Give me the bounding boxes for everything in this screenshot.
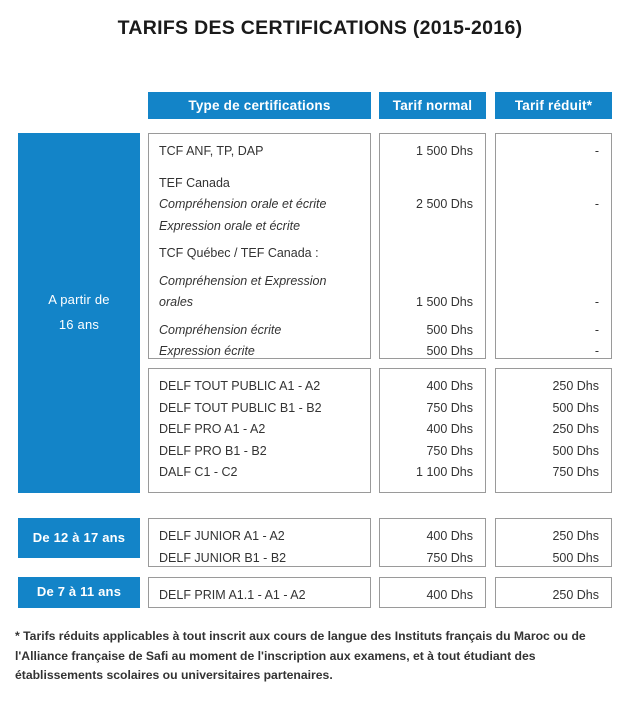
list-item: - [594, 144, 599, 158]
group3-tarif-reduit-cell [495, 518, 612, 567]
group2-types-list [149, 369, 370, 484]
group2-types-cell [148, 368, 371, 493]
group1-tarif-reduit-list [496, 134, 611, 363]
group1-tarif-reduit-cell [495, 133, 612, 359]
table-row: DELF PRIM A1.1 - A1 - A2 [159, 588, 306, 602]
table-row: DELF TOUT PUBLIC B1 - B2 [159, 400, 322, 415]
list-item: - [594, 322, 599, 337]
group3-tarif-normal-list [380, 519, 485, 569]
page-title: TARIFS DES CERTIFICATIONS (2015-2016) [117, 17, 523, 39]
table-row: 250 Dhs [552, 588, 599, 602]
table-row: DELF PRO B1 - B2 [159, 443, 267, 458]
list-item: Compréhension écrite [159, 322, 282, 337]
group4-tarif-normal-list [380, 578, 485, 607]
list-item: 500 Dhs [426, 344, 473, 358]
group4-types-list [149, 578, 370, 607]
table-row: DALF C1 - C2 [159, 465, 238, 479]
table-row: 750 Dhs [426, 443, 473, 458]
table-row: 500 Dhs [552, 443, 599, 458]
list-item: - [594, 295, 599, 309]
table-row: 400 Dhs [426, 422, 473, 436]
age-group-line-1: De 7 à 11 ans [36, 584, 122, 600]
group2-tarif-normal-list [380, 369, 485, 484]
group1-tarif-normal-list [380, 134, 485, 363]
list-item: TEF Canada [159, 175, 230, 190]
table-row: 250 Dhs [552, 379, 599, 393]
table-row: 250 Dhs [552, 529, 599, 543]
group3-types-cell [148, 518, 371, 567]
table-row: 750 Dhs [552, 465, 599, 479]
group3-types-list [149, 519, 370, 569]
group4-types-cell [148, 577, 371, 608]
group1-tarif-normal-cell [379, 133, 486, 359]
group1-types-cell [148, 133, 371, 359]
column-header-tarif-normal: Tarif normal [379, 92, 486, 119]
group2-tarif-reduit-cell [495, 368, 612, 493]
list-item: 2 500 Dhs [416, 197, 473, 211]
table-row: 250 Dhs [552, 422, 599, 436]
footnote-line-3: établissements scolaires ou universitaires partenaires. [15, 668, 333, 682]
list-item: - [594, 344, 599, 358]
group1-types-list [149, 134, 370, 363]
table-row: 400 Dhs [426, 379, 473, 393]
table-row: DELF JUNIOR A1 - A2 [159, 529, 285, 543]
age-group-line-1: A partir de [48, 292, 110, 308]
table-row: DELF TOUT PUBLIC A1 - A2 [159, 379, 321, 393]
footnote-line-2: l'Alliance française de Safi au moment de l'inscription aux examens, et à tout étudiant des [15, 648, 536, 663]
group4-tarif-reduit-list [496, 578, 611, 607]
table-row: 400 Dhs [426, 529, 473, 543]
table-row: 1 100 Dhs [416, 465, 473, 479]
list-item: Compréhension et Expression [159, 273, 327, 288]
age-group-line-1: De 12 à 17 ans [32, 529, 126, 545]
table-row: DELF JUNIOR B1 - B2 [159, 550, 287, 565]
age-group-12-to-17 [18, 518, 140, 558]
group4-tarif-reduit-cell [495, 577, 612, 608]
list-item: TCF Québec / TEF Canada : [159, 246, 319, 260]
list-item: orales [159, 295, 194, 309]
group4-tarif-normal-cell [379, 577, 486, 608]
table-row: 750 Dhs [426, 550, 473, 565]
list-item: 1 500 Dhs [416, 144, 473, 158]
list-item: Expression écrite [159, 344, 255, 358]
group3-tarif-reduit-list [496, 519, 611, 569]
group2-tarif-reduit-list [496, 369, 611, 484]
age-group-line-2: 16 ans [58, 317, 100, 332]
age-group-7-to-11 [18, 577, 140, 608]
table-row: 400 Dhs [426, 588, 473, 602]
footnote [15, 627, 628, 686]
table-row: 500 Dhs [552, 400, 599, 415]
table-row: 750 Dhs [426, 400, 473, 415]
group3-tarif-normal-cell [379, 518, 486, 567]
group2-tarif-normal-cell [379, 368, 486, 493]
list-item: Expression orale et écrite [159, 218, 301, 233]
table-row: 500 Dhs [552, 550, 599, 565]
list-item: 500 Dhs [426, 322, 473, 337]
column-header-type: Type de certifications [148, 92, 371, 119]
footnote-line-1: * Tarifs réduits applicables à tout inscrit aux cours de langue des Instituts français du Maroc ou de [15, 629, 586, 643]
table-row: DELF PRO A1 - A2 [159, 422, 266, 436]
list-item: TCF ANF, TP, DAP [159, 144, 264, 158]
list-item: - [594, 197, 599, 211]
list-item: Compréhension orale et écrite [159, 197, 327, 211]
column-header-tarif-reduit: Tarif réduit* [495, 92, 612, 119]
age-group-16-and-up [18, 133, 140, 493]
list-item: 1 500 Dhs [416, 295, 473, 309]
